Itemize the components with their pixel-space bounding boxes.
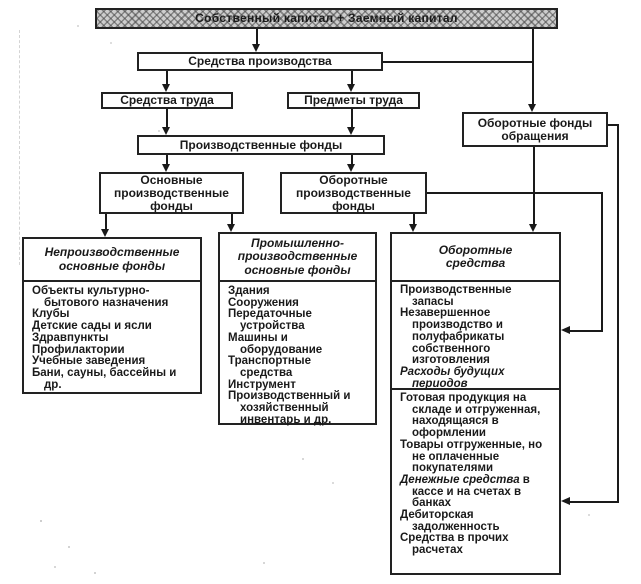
flow-line — [617, 124, 619, 503]
list-item: Производственные запасы — [400, 284, 512, 308]
working-capital-section-2 — [392, 390, 559, 557]
column-header: Промышленно-производственные основные фонды — [220, 234, 375, 282]
flow-line — [383, 61, 534, 63]
list-item: Готовая продукция на складе и отгруженная, находящаяся в оформлении — [400, 392, 541, 440]
arrow-down-icon — [227, 224, 235, 232]
arrow-down-icon — [162, 84, 170, 92]
flow-line — [427, 192, 603, 194]
flow-line — [351, 71, 353, 85]
column-nonproductive-fixed-funds — [22, 237, 202, 394]
list-item: Машины и оборудование — [228, 331, 323, 356]
list-item: Профилактории — [32, 343, 125, 356]
scan-artifact-line — [19, 30, 20, 265]
list-item: Детские сады и ясли — [32, 320, 152, 333]
arrow-down-icon — [528, 104, 536, 112]
arrow-down-icon — [347, 164, 355, 172]
node-production-funds: Производственные фонды — [137, 135, 385, 155]
list-item: Здравпункты — [32, 331, 109, 344]
flow-line — [570, 501, 617, 503]
list-item — [400, 475, 549, 510]
arrow-left-icon — [561, 497, 570, 505]
flow-line — [570, 330, 603, 332]
arrow-down-icon — [101, 229, 109, 237]
working-capital-section-1 — [392, 282, 559, 390]
column-header: Непроизводственные основные фонды — [24, 239, 200, 282]
scan-speck — [40, 520, 42, 522]
list-item: Учебные заведения — [32, 355, 146, 368]
arrow-down-icon — [252, 44, 260, 52]
list-item: Средства в прочих расчетах — [400, 532, 509, 557]
list-item: Дебиторская задолженность — [400, 509, 500, 533]
list-item: Расходы будущих периодов — [400, 365, 505, 390]
list-item-emphasis: Денежные средства — [400, 473, 520, 486]
node-total-capital: Собственный капитал + Заемный капитал — [95, 8, 558, 29]
list-item: Товары отгруженные, но не оплаченные покупателями — [400, 438, 543, 475]
list-item: Передаточные устройства — [228, 308, 312, 333]
column-body — [220, 282, 375, 426]
list-item: Производственный и хозяйственный инвентарь и др. — [228, 390, 351, 426]
column-working-capital — [390, 232, 561, 575]
arrow-down-icon — [162, 127, 170, 135]
list-item: Сооружения — [228, 296, 299, 309]
flow-line — [166, 71, 168, 85]
flow-line — [533, 147, 535, 225]
node-objects-of-labor: Предметы труда — [287, 92, 420, 109]
arrow-down-icon — [347, 127, 355, 135]
list-item-text: в кассе и на счетах в банках — [412, 473, 530, 510]
list-item: Объекты культурно-бытового назначения — [32, 285, 169, 309]
flow-line — [105, 214, 107, 230]
list-item: Незавершенное производство и полуфабрикаты собственного изготовления — [400, 307, 505, 367]
list-item: Бани, сауны, бассейны и др. — [32, 366, 177, 391]
flow-line — [532, 29, 534, 105]
flow-line — [256, 29, 258, 45]
arrow-left-icon — [561, 326, 570, 334]
column-header: Оборотные средства — [392, 234, 559, 282]
arrow-down-icon — [347, 84, 355, 92]
node-circulating-production-funds: Оборотные производственные фонды — [280, 172, 427, 214]
flow-line — [351, 109, 353, 128]
list-item: Клубы — [32, 308, 70, 321]
arrow-down-icon — [409, 224, 417, 232]
flow-line — [601, 192, 603, 332]
node-fixed-production-funds: Основные производственные фонды — [99, 172, 244, 214]
list-item: Здания — [228, 285, 270, 297]
flow-line — [166, 109, 168, 128]
list-item: Транспортные средства — [228, 355, 311, 379]
list-item: Инструмент — [228, 378, 296, 391]
node-circulation-funds: Оборотные фонды обращения — [462, 112, 608, 147]
column-industrial-fixed-funds — [218, 232, 377, 425]
arrow-down-icon — [162, 164, 170, 172]
node-means-of-production: Средства производства — [137, 52, 383, 71]
node-means-of-labor: Средства труда — [101, 92, 233, 109]
arrow-down-icon — [529, 224, 537, 232]
column-body — [24, 282, 200, 391]
